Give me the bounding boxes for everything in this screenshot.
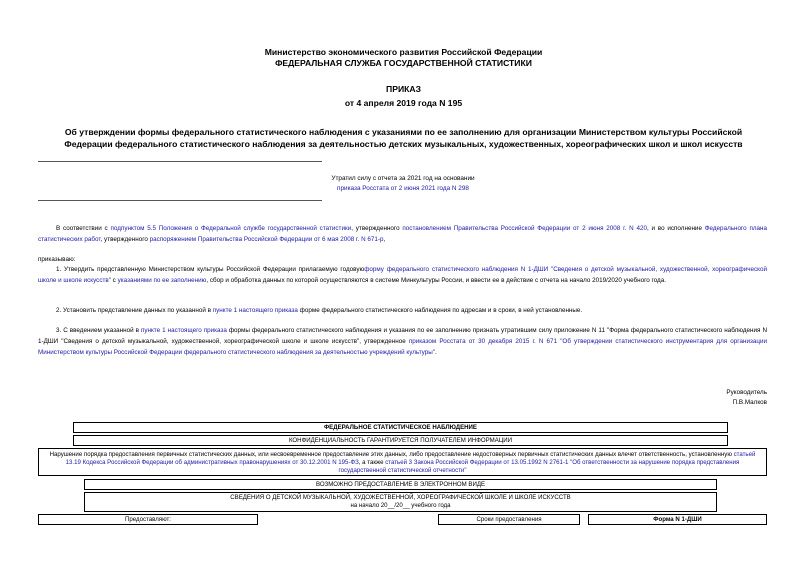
- document-title-line-2: Федерации федерального статистического наблюдения за деятельностью детских музыкальных, художественных, хореографических школ и школ искусств: [64, 139, 743, 149]
- form-info-period: на начало 20__/20__ учебного года: [350, 502, 451, 509]
- document-title: [45, 126, 762, 150]
- form-confidential-notice: КОНФИДЕНЦИАЛЬНОСТЬ ГАРАНТИРУЕТСЯ ПОЛУЧАТЕЛЕМ ИНФОРМАЦИИ: [73, 435, 728, 446]
- lost-force-link[interactable]: приказа Росстата от 2 июня 2021 года N 298: [337, 185, 469, 192]
- preamble-text-4: , утвержденного: [100, 236, 150, 243]
- link-article-13-19[interactable]: статьей 13.19 Кодекса Российской Федерации об административных правонарушениях от 30.12.2001 N 195-ФЗ: [65, 451, 756, 466]
- paragraph-item-2: [38, 305, 767, 316]
- separator-bottom: [38, 200, 322, 201]
- form-info-box: [84, 492, 717, 512]
- deadlines-cell: Сроки предоставления: [438, 514, 580, 525]
- presenters-cell: Предоставляют:: [38, 514, 258, 525]
- item-2-text-1: 2. Установить представление данных по указанной в: [56, 307, 213, 314]
- preamble-text-5: ,: [383, 236, 386, 243]
- paragraph-command: приказываю:: [38, 256, 76, 263]
- service-name: ФЕДЕРАЛЬНАЯ СЛУЖБА ГОСУДАРСТВЕННОЙ СТАТИСТИКИ: [275, 58, 532, 68]
- form-federal-header: ФЕДЕРАЛЬНОЕ СТАТИСТИЧЕСКОЕ НАБЛЮДЕНИЕ: [73, 422, 728, 433]
- item-3-text-3: .: [435, 349, 437, 356]
- violation-text-1: Нарушение порядка предоставления первичных статистических данных, или несвоевременное предоставление этих данных, либо предоставление недостоверных первичных статистических данных влечет ответственность, установленную: [49, 451, 734, 458]
- signature-role: Руководитель: [726, 389, 767, 396]
- link-federal-plan[interactable]: Федерального плана статистических работ: [38, 225, 768, 243]
- link-instructions[interactable]: указаниями по ее заполнению: [117, 277, 207, 284]
- ministry-name: Министерство экономического развития Российской Федерации: [264, 47, 543, 57]
- document-title-line-1: Об утверждении формы федерального статистического наблюдения с указаниями по ее заполнению для организации Министерством культуры Российской: [64, 127, 743, 137]
- preamble-text-2: , утвержденного: [351, 225, 403, 232]
- item-2-text-2: форме федерального статистического наблюдения по адресам и в сроки, в ней установленные.: [297, 307, 583, 314]
- violation-text-2: , а также: [358, 459, 386, 466]
- link-law-2761-1[interactable]: статьей 3 Закона Российской Федерации от 13.05.1992 N 2761-1 "Об ответственности за нарушение порядка представления государственной статистической отчетности": [338, 459, 740, 474]
- item-3-text-2: формы федерального статистического наблюдения и указания по ее заполнению признать утратившим силу приложение N 11 "Форма федерального статистического наблюдения N 1-ДШИ "Сведения о детской музыкальной, художественной, хореографической школе и школе искусств", утвержденное: [38, 327, 767, 345]
- link-order-671[interactable]: распоряжением Правительства Российской Федерации от 6 мая 2008 г. N 671-р: [149, 236, 384, 243]
- document-type: ПРИКАЗ: [386, 84, 421, 94]
- preamble-text-3: , и во исполнение: [646, 225, 705, 232]
- signature-name: П.В.Малков: [732, 399, 767, 406]
- item-3-text-1: 3. С введением указанной в: [56, 327, 141, 334]
- item-1-text-2: с: [110, 277, 118, 284]
- paragraph-preamble: [38, 223, 767, 245]
- link-order-671-2015[interactable]: приказом Росстата от 30 декабря 2015 г. N 671 "Об утверждении статистического инструментария для организации Министерством культуры Российской Федерации федерального статистического наблюдения за деятельностью учреждений культуры": [38, 338, 767, 356]
- form-number-cell: Форма N 1-ДШИ: [588, 514, 767, 525]
- lost-force-link-line: [318, 185, 488, 192]
- link-form-1-dshi[interactable]: форму федерального статистического наблюдения N 1-ДШИ "Сведения о детской музыкальной, художественной, хореографической школе и школе искусств": [38, 266, 767, 284]
- link-item-1-again[interactable]: пункте 1 настоящего приказа: [140, 327, 227, 334]
- link-resolution-420[interactable]: постановлением Правительства Российской Федерации от 2 июня 2008 г. N 420: [402, 225, 647, 232]
- form-bottom-row: [38, 514, 767, 525]
- form-violation-notice: [38, 448, 767, 476]
- item-1-text-1: 1. Утвердить представленную Министерством культуры Российской Федерации прилагаемую годовую: [56, 266, 365, 273]
- document-date: от 4 апреля 2019 года N 195: [344, 98, 463, 108]
- paragraph-item-1: [38, 264, 767, 286]
- separator-top: [38, 161, 322, 162]
- preamble-text-1: В соответствии с: [56, 225, 111, 232]
- form-electronic-notice: ВОЗМОЖНО ПРЕДОСТАВЛЕНИЕ В ЭЛЕКТРОННОМ ВИДЕ: [84, 479, 717, 490]
- item-1-text-3: , сбор и обработка данных по которой осуществляются в системе Минкультуры России, и ввести ее в действие с отчета на начало 2019/2020 учебного года.: [206, 277, 666, 284]
- paragraph-item-3: [38, 325, 767, 358]
- link-item-1[interactable]: пункте 1 настоящего приказа: [212, 307, 298, 314]
- form-info-title: СВЕДЕНИЯ О ДЕТСКОЙ МУЗЫКАЛЬНОЙ, ХУДОЖЕСТВЕННОЙ, ХОРЕОГРАФИЧЕСКОЙ ШКОЛЕ И ШКОЛЕ ИСКУССТВ: [230, 494, 571, 501]
- link-regulation-5-5[interactable]: подпунктом 5.5 Положения о Федеральной службе государственной статистики: [110, 225, 352, 232]
- lost-force-note: Утратил силу с отчета за 2021 год на основании: [331, 175, 475, 182]
